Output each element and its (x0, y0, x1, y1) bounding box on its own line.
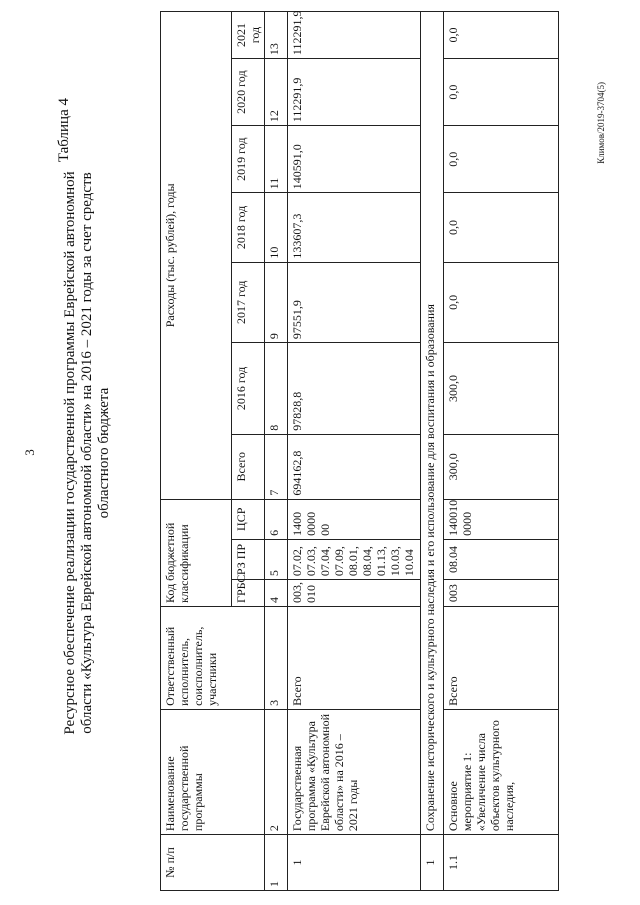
activity-year-value: 0,0 (444, 193, 559, 262)
row-year-value: 97551,9 (288, 262, 421, 343)
row-rzpr: 07.02, 07.03, 07.04, 07.09, 08.01, 08.04, 01.13, 10.03, 10.04 (288, 539, 421, 579)
header-budget-code: Код бюджетной классификации (161, 499, 232, 606)
header-year: 2017 год (232, 262, 265, 343)
col-number: 5 (265, 539, 288, 579)
page-number: 3 (22, 449, 37, 456)
header-grbs: ГРБС (232, 580, 265, 607)
activity-num: 1.1 (444, 835, 559, 891)
document-title: Ресурсное обеспечение реализации государственной программы Еврейской автономной области «Культура Еврейской автономной области» на 2016 – 2021 годы за счет средств областного бюджета (62, 171, 112, 735)
col-number: 3 (265, 606, 288, 709)
section-row (421, 12, 444, 891)
activity-grbs: 003 (444, 580, 559, 607)
header-csr: ЦСР (232, 499, 265, 539)
header-year: 2018 год (232, 193, 265, 262)
table-row (288, 12, 421, 891)
activity-year-value: 0,0 (444, 59, 559, 126)
activity-year-value: 0,0 (444, 12, 559, 59)
header-row (161, 12, 232, 891)
col-number: 8 (265, 343, 288, 435)
activity-csr: 140010 0000 (444, 499, 559, 539)
row-num: 1 (288, 835, 421, 891)
row-year-value: 97828,8 (288, 343, 421, 435)
row-csr: 1400 0000 00 (288, 499, 421, 539)
row-year-value: 112291,9 (288, 59, 421, 126)
activity-year-value: 0,0 (444, 262, 559, 343)
table-label: Таблица 4 (56, 98, 72, 163)
activity-name: Основное мероприятие 1: «Увеличение числа объектов культурного наследия, (444, 709, 559, 834)
col-number: 6 (265, 499, 288, 539)
col-number: 11 (265, 126, 288, 193)
row-total: 694162,8 (288, 434, 421, 499)
row-grbs: 003, 010 (288, 580, 421, 607)
header-name: Наименование государственной программы (161, 709, 265, 834)
activity-year-value: 300,0 (444, 343, 559, 435)
activity-total: 300,0 (444, 434, 559, 499)
column-number-row (265, 12, 288, 891)
table-row (444, 12, 559, 891)
footer-code: Климов/2019-3704(5) (596, 82, 606, 164)
activity-year-value: 0,0 (444, 126, 559, 193)
col-number: 2 (265, 709, 288, 834)
header-responsible: Ответственный исполнитель, соисполнитель, участники (161, 606, 265, 709)
row-year-value: 112291,9 (288, 12, 421, 59)
section-title: Сохранение исторического и культурного наследия и его использование для воспитания и образования (421, 12, 444, 835)
activity-rzpr: 08.04 (444, 539, 559, 579)
col-number: 13 (265, 12, 288, 59)
header-year: 2019 год (232, 126, 265, 193)
header-year: 2016 год (232, 343, 265, 435)
col-number: 4 (265, 580, 288, 607)
header-num: № п/п (161, 835, 265, 891)
activity-responsible: Всего (444, 606, 559, 709)
row-name: Государственная программа «Культура Еврейской автономной области» на 2016 – 2021 годы (288, 709, 421, 834)
row-year-value: 140591,0 (288, 126, 421, 193)
header-expenses: Расходы (тыс. рублей), годы (161, 12, 232, 500)
header-total: Всего (232, 434, 265, 499)
col-number: 9 (265, 262, 288, 343)
col-number: 7 (265, 434, 288, 499)
row-responsible: Всего (288, 606, 421, 709)
row-year-value: 133607,3 (288, 193, 421, 262)
col-number: 12 (265, 59, 288, 126)
header-year: 2021 год (232, 12, 265, 59)
budget-table (160, 11, 559, 891)
col-number: 1 (265, 835, 288, 891)
section-num: 1 (421, 835, 444, 891)
header-rzpr: РЗ ПР (232, 539, 265, 579)
header-year: 2020 год (232, 59, 265, 126)
col-number: 10 (265, 193, 288, 262)
